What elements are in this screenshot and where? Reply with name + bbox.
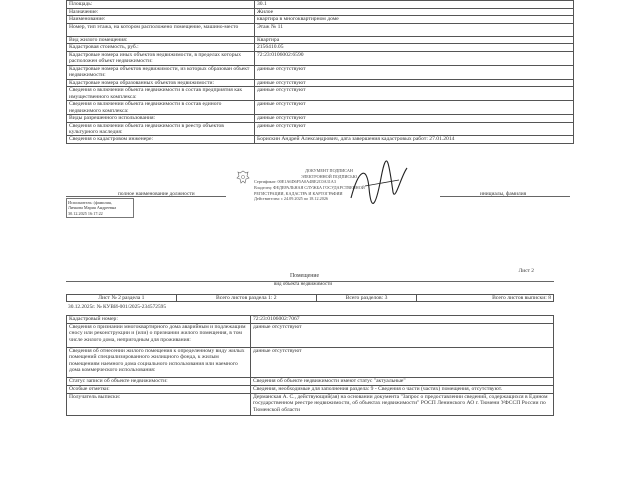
- detail-key: Кадастровая стоимость, руб.:: [67, 44, 255, 52]
- page2-row: [67, 316, 554, 324]
- page2-row: [67, 348, 554, 378]
- detail-key: Кадастровые номера образованных объектов недвижимости:: [67, 79, 255, 87]
- stamp-line-4: Владелец: ФЕДЕРАЛЬНАЯ СЛУЖБА ГОСУДАРСТВЕННОЙ: [254, 185, 365, 191]
- detail-row: [67, 16, 574, 24]
- stamp-line-5: РЕГИСТРАЦИИ, КАДАСТРА И КАРТОГРАФИИ: [254, 190, 343, 196]
- page2-value: данные отсутствуют: [250, 348, 553, 378]
- detail-key: Сведения о включении объекта недвижимости в состав единого недвижимого комплекса:: [67, 101, 255, 115]
- detail-key: Кадастровые номера объектов недвижимости, из которых образован объект недвижимости:: [67, 65, 255, 79]
- page2-value: 72:23:0106002:7067: [250, 316, 553, 324]
- detail-key: Сведения о включении объекта недвижимости в реестр объектов культурного наследия:: [67, 122, 255, 136]
- detail-key: Сведения о включении объекта недвижимости в состав предприятия как имущественного комплекса:: [67, 87, 255, 101]
- detail-key: Назначение:: [67, 8, 255, 16]
- detail-value: данные отсутствуют: [254, 114, 573, 122]
- detail-value: данные отсутствуют: [254, 65, 573, 79]
- property-details-table: [66, 0, 574, 144]
- position-label: полное наименование должности: [118, 191, 195, 197]
- sheet-cell-1: Лист № 2 раздела 1: [67, 295, 177, 302]
- detail-value: данные отсутствуют: [254, 87, 573, 101]
- sheet-cell-2: Всего листов раздела 1: 2: [176, 295, 316, 302]
- emblem-icon: [236, 170, 250, 184]
- page2-key: Кадастровый номер:: [67, 316, 251, 324]
- stamp-line-1: ДОКУМЕНТ ПОДПИСАН: [305, 168, 353, 173]
- detail-key: Наименование:: [67, 16, 255, 24]
- detail-value: квартира в многоквартирном доме: [254, 16, 573, 24]
- page2-key: Статус записи об объекте недвижимости:: [67, 378, 251, 386]
- detail-row: [67, 1, 574, 9]
- detail-value: данные отсутствуют: [254, 122, 573, 136]
- detail-value: 72:23:0106002:6590: [254, 51, 573, 65]
- detail-row: [67, 8, 574, 16]
- page2-key: Особые отметки:: [67, 386, 251, 394]
- detail-row: [67, 44, 574, 52]
- detail-value: Жилое: [254, 8, 573, 16]
- detail-value: данные отсутствуют: [254, 79, 573, 87]
- stamp-line-2: ЭЛЕКТРОННОЙ ПОДПИСЬЮ: [300, 173, 358, 179]
- detail-key: Сведения о кадастровом инженере:: [67, 136, 255, 144]
- page2-key: Сведения об отнесении жилого помещения к определенному виду жилых помещений специализированного жилищного фонда, к жилым помещениям наемного дома социального использования или наемного дома коммерческого использования:: [67, 348, 251, 378]
- detail-row: [67, 136, 574, 144]
- detail-value: 2156410.05: [254, 44, 573, 52]
- detail-value: Квартира: [254, 36, 573, 44]
- detail-row: [67, 114, 574, 122]
- detail-key: Вид жилого помещения:: [67, 36, 255, 44]
- sheet-number: Лист 2: [518, 268, 534, 274]
- page2-row: [67, 386, 554, 394]
- sheet-info-table: [66, 294, 554, 302]
- detail-row: [67, 51, 574, 65]
- page2-value: данные отсутствуют: [250, 324, 553, 348]
- stamp-line-6: Действителен: с 24.09.2025 по 18.12.2026: [254, 196, 329, 202]
- detail-row: [67, 87, 574, 101]
- name-label: инициалы, фамилия: [480, 191, 527, 197]
- detail-key: Номер, тип этажа, на котором расположено помещение, машино-место: [67, 23, 255, 36]
- date-reference: 30.12.2025г. № КУВИ-001/2025-234572595: [68, 304, 167, 310]
- page2-value: Дерманская А. С., действующий(ая) на основании документа "Запрос о предоставлении сведений, содержащихся в Едином государственном реестре недвижимости, об объектах недвижимости" РОСП Ленинского АО г. Тюмени УФССП России по Тюменской области: [250, 394, 553, 416]
- detail-key: Кадастровые номера иных объектов недвижимости, в пределах которых расположен объект недвижимости:: [67, 51, 255, 65]
- detail-row: [67, 122, 574, 136]
- page2-row: [67, 394, 554, 416]
- page2-row: [67, 324, 554, 348]
- page2-row: [67, 378, 554, 386]
- detail-value: 30.1: [254, 1, 573, 9]
- executor-line-3: 30.12.2025 16:17:22: [68, 210, 103, 216]
- detail-value: Борискин Андрей Александрович, дата завершения кадастровых работ: 27.01.2014: [254, 136, 573, 144]
- detail-row: [67, 36, 574, 44]
- handwritten-signature: [345, 158, 415, 214]
- page2-details-table: [66, 315, 554, 416]
- object-title: Помещение: [290, 273, 320, 279]
- detail-key: Виды разрешенного использования:: [67, 114, 255, 122]
- sheet-cell-3: Всего разделов: 3: [316, 295, 416, 302]
- object-subtitle: вид объекта недвижимости: [274, 282, 333, 287]
- detail-key: Площадь:: [67, 1, 255, 9]
- executor-line-2: Личкова Мария Андреевна: [68, 205, 117, 211]
- detail-value: данные отсутствуют: [254, 101, 573, 115]
- stamp-line-3: Сертификат: 00E1A6D6F5A0A4BE2C0A31A3: [254, 179, 336, 185]
- detail-row: [67, 101, 574, 115]
- executor-box: [66, 198, 134, 218]
- executor-line-1: Исполнитель: (фамилия,: [68, 200, 112, 205]
- detail-value: Этаж № 11: [254, 23, 573, 36]
- sheet-cell-4: Всего листов выписки: 8: [417, 295, 554, 302]
- page2-key: Получатель выписки:: [67, 394, 251, 416]
- page2-key: Сведения о признании многоквартирного дома аварийным и подлежащим сносу или реконструкции и (или) о признании жилого помещения, в том числе жилого дома, непригодным для проживания:: [67, 324, 251, 348]
- page2-value: Сведения об объекте недвижимости имеют статус "актуальные": [250, 378, 553, 386]
- detail-row: [67, 79, 574, 87]
- detail-row: [67, 23, 574, 36]
- detail-row: [67, 65, 574, 79]
- page2-value: Сведения, необходимые для заполнения раздела: 9 - Сведения о части (частях) помещения, отсутствуют.: [250, 386, 553, 394]
